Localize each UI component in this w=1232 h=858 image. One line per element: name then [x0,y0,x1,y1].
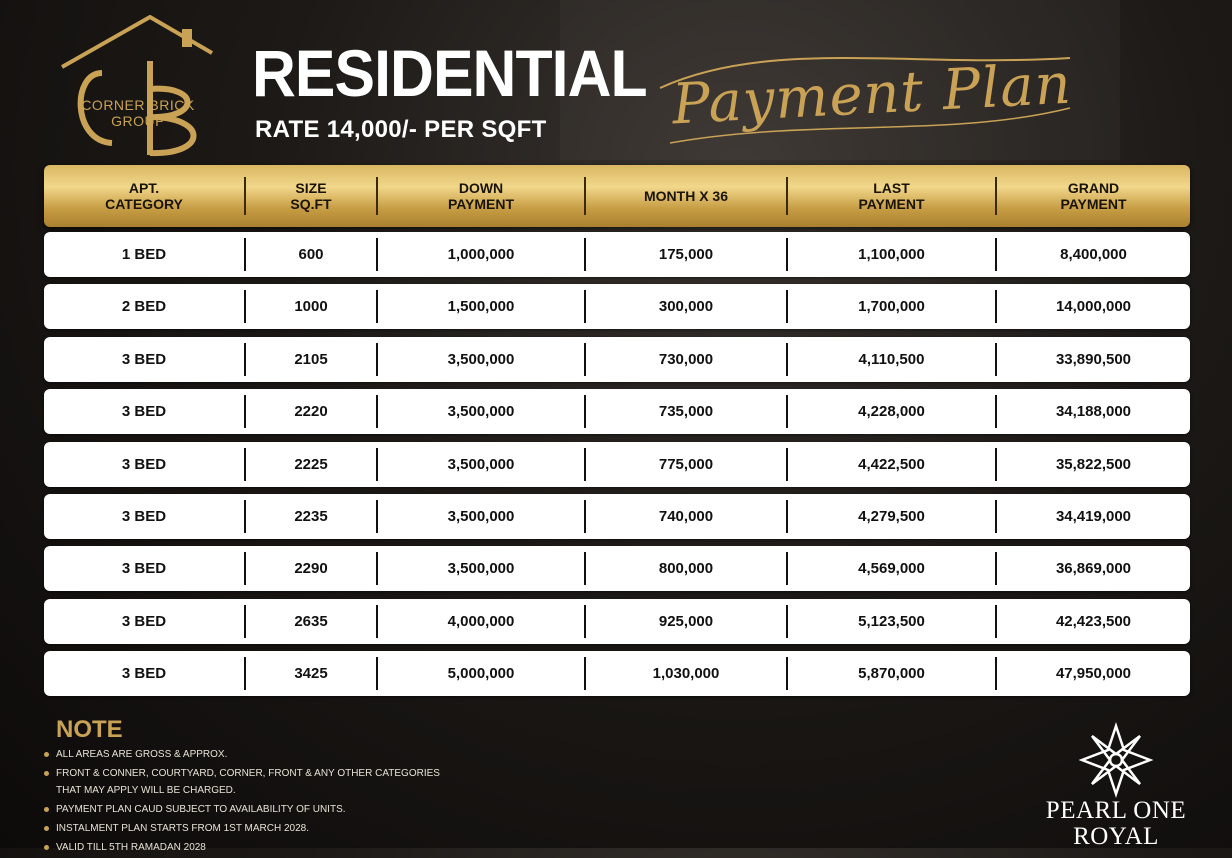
cell-down-payment: 5,000,000 [447,665,515,682]
cell-monthly: 775,000 [658,456,714,473]
header-down-payment: DOWN PAYMENT [447,180,515,212]
cell-size: 1000 [294,298,328,315]
cell-category: 2 BED [121,298,167,315]
column-separator [376,500,378,533]
column-separator [786,290,788,323]
pearl-one-royal-emblem [1076,720,1156,800]
cell-down-payment: 3,500,000 [447,403,515,420]
column-separator [244,395,246,428]
note-title: NOTE [56,716,123,743]
cell-grand-payment: 36,869,000 [1055,560,1132,577]
note-item: VALID TILL 5TH RAMADAN 2028 [44,839,464,856]
cell-grand-payment: 8,400,000 [1060,246,1127,263]
cell-last-payment: 4,279,500 [858,508,925,525]
column-separator [244,238,246,271]
column-separator [995,395,997,428]
brand-line-2: ROYAL [1073,823,1159,850]
cell-down-payment: 3,500,000 [447,560,515,577]
column-separator [995,552,997,585]
column-separator [995,238,997,271]
cell-down-payment: 1,500,000 [447,298,515,315]
column-separator [244,500,246,533]
table-row [44,337,1190,382]
column-separator [244,552,246,585]
cell-down-payment: 4,000,000 [447,613,515,630]
column-separator [786,552,788,585]
page-title: RESIDENTIAL [252,36,647,110]
column-separator [584,290,586,323]
company-logo [50,15,225,160]
cell-grand-payment: 33,890,500 [1055,351,1132,368]
note-item: PAYMENT PLAN CAUD SUBJECT TO AVAILABILITY OF UNITS. [44,801,464,818]
column-separator [584,395,586,428]
column-separator [786,657,788,690]
column-separator [786,238,788,271]
cell-category: 1 BED [121,246,167,263]
rate-text: RATE 14,000/- PER SQFT [255,116,547,143]
cell-size: 2105 [294,351,328,368]
header-month: MONTH X 36 [643,188,728,204]
column-separator [376,395,378,428]
column-separator [244,448,246,481]
cell-down-payment: 3,500,000 [447,456,515,473]
cell-grand-payment: 34,188,000 [1055,403,1132,420]
cell-last-payment: 5,870,000 [858,665,925,682]
cell-monthly: 740,000 [658,508,714,525]
cell-grand-payment: 14,000,000 [1055,298,1132,315]
header-size: SIZE SQ.FT [290,180,332,212]
note-item: INSTALMENT PLAN STARTS FROM 1ST MARCH 2028. [44,820,464,837]
table-row [44,232,1190,277]
brand-name [1030,798,1202,850]
table-row [44,651,1190,696]
cell-size: 600 [298,246,324,263]
cell-down-payment: 1,000,000 [447,246,515,263]
cell-size: 2235 [294,508,328,525]
cell-monthly: 300,000 [658,298,714,315]
company-name: CORNER BRICK GROUP [81,97,195,129]
cell-last-payment: 4,569,000 [858,560,925,577]
column-separator [244,605,246,638]
column-separator [584,448,586,481]
column-separator [376,657,378,690]
note-list [44,746,464,858]
cell-monthly: 925,000 [658,613,714,630]
cell-down-payment: 3,500,000 [447,351,515,368]
table-row [44,442,1190,487]
cell-category: 3 BED [121,560,167,577]
header-apt-category: APT. CATEGORY [105,180,183,212]
cell-last-payment: 4,422,500 [858,456,925,473]
column-separator [995,448,997,481]
payment-plan-script: Payment Plan [670,51,1074,138]
cell-category: 3 BED [121,351,167,368]
cell-monthly: 175,000 [658,246,714,263]
house-roof-icon [50,15,225,160]
cell-grand-payment: 42,423,500 [1055,613,1132,630]
column-separator [786,448,788,481]
cell-category: 3 BED [121,456,167,473]
table-row [44,599,1190,644]
table-row [44,494,1190,539]
column-separator [786,605,788,638]
column-separator [376,343,378,376]
cell-monthly: 735,000 [658,403,714,420]
cell-category: 3 BED [121,508,167,525]
cell-last-payment: 4,110,500 [858,351,925,368]
column-separator [376,605,378,638]
column-separator [244,290,246,323]
column-separator [786,343,788,376]
column-separator [995,290,997,323]
cell-monthly: 800,000 [658,560,714,577]
column-separator [376,552,378,585]
cell-grand-payment: 47,950,000 [1055,665,1132,682]
column-separator [244,657,246,690]
cell-monthly: 730,000 [658,351,714,368]
column-separator [995,605,997,638]
cell-size: 2225 [294,456,328,473]
column-separator [995,500,997,533]
cell-last-payment: 4,228,000 [858,403,925,420]
cell-category: 3 BED [121,665,167,682]
column-separator [584,657,586,690]
column-separator [376,448,378,481]
cell-size: 3425 [294,665,328,682]
header-last-payment: LAST PAYMENT [858,180,925,212]
cell-down-payment: 3,500,000 [447,508,515,525]
table-header [44,165,1190,227]
cell-grand-payment: 35,822,500 [1055,456,1132,473]
column-separator [584,238,586,271]
column-separator [584,605,586,638]
column-separator [376,290,378,323]
column-separator [376,238,378,271]
note-item: ALL AREAS ARE GROSS & APPROX. [44,746,464,763]
cell-grand-payment: 34,419,000 [1055,508,1132,525]
column-separator [584,552,586,585]
cell-size: 2220 [294,403,328,420]
cell-size: 2290 [294,560,328,577]
cell-category: 3 BED [121,403,167,420]
cell-last-payment: 1,700,000 [858,298,925,315]
cell-last-payment: 1,100,000 [858,246,925,263]
cell-category: 3 BED [121,613,167,630]
cell-size: 2635 [294,613,328,630]
column-separator [995,657,997,690]
column-separator [786,395,788,428]
table-row [44,284,1190,329]
brand-line-1: PEARL ONE [1045,797,1187,824]
column-separator [244,343,246,376]
cell-last-payment: 5,123,500 [858,613,925,630]
column-separator [584,500,586,533]
column-separator [995,343,997,376]
cell-monthly: 1,030,000 [652,665,720,682]
note-item: FRONT & CONNER, COURTYARD, CORNER, FRONT & ANY OTHER CATEGORIES THAT MAY APPLY WILL BE CHARGED. [44,765,464,799]
column-separator [786,500,788,533]
table-row [44,389,1190,434]
table-row [44,546,1190,591]
header-grand-payment: GRAND PAYMENT [1060,180,1127,212]
column-separator [584,343,586,376]
